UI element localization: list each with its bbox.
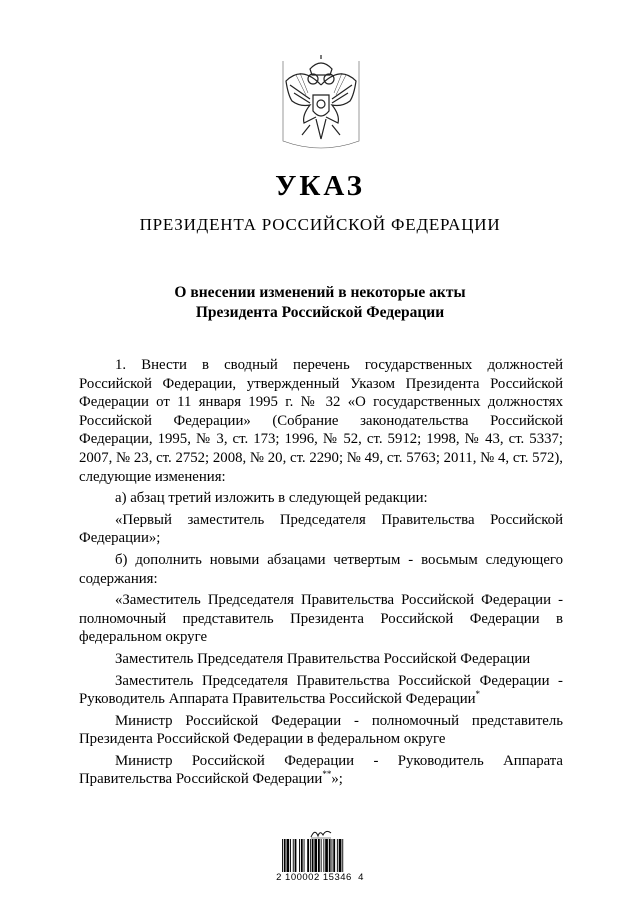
paragraph-3: «Первый заместитель Председателя Правительства Российской Федерации»; [79,511,563,547]
paragraph-9-end: »; [331,771,343,788]
barcode-bar [301,839,303,872]
barcode-bar [282,839,283,872]
barcode-bar [323,839,324,872]
barcode-bar [325,839,328,872]
paragraph-5: «Заместитель Председателя Правительства Российской Федерации - полномочный представитель Президента Российской Федерации в федеральном округе [79,592,563,646]
paragraph-4: б) дополнить новыми абзацами четвертым - восьмым следующего содержания: [79,551,563,587]
barcode-number: 2 100002 15346 4 [276,872,364,883]
barcode-bar [307,839,309,872]
barcode-bar [314,839,317,872]
barcode-bar [339,839,342,872]
handwritten-initials [309,826,333,840]
barcode-bar [293,839,294,872]
barcode-bar [318,839,320,872]
paragraph-7-text: Заместитель Председателя Правительства Российской Федерации - Руководитель Аппарата Правительства Российской Федерации [79,672,563,708]
heading-line-1: О внесении изменений в некоторые акты [174,284,466,301]
barcode-bar [287,839,290,872]
paragraph-1: 1. Внести в сводный перечень государственных должностей Российской Федерации, утвержденный Указом Президента Российской Федерации от 11 января 1995 г. № 32 «О государственных должностях Российской Федерации» (Собрание законодательства Российской Федерации, 1995, № 3, ст. 173; 1996, № 52, ст. 5912; 1998, № 43, ст. 5337; 2007, № 23, ст. 2752; 2008, № 20, ст. 2290; № 49, ст. 5763; 2011, № 4, ст. 572), следующие изменения: [79,357,563,485]
paragraph-7 [79,672,563,709]
paragraph-9-text: Министр Российской Федерации - Руководитель Аппарата Правительства Российской Федерации [79,752,563,788]
footnote-mark: ** [322,769,332,780]
barcode-bar [321,839,322,872]
decree-heading [0,283,640,323]
barcode-bar [310,839,311,872]
barcode-bar [337,839,338,872]
paragraph-6: Заместитель Председателя Правительства Российской Федерации [115,650,531,667]
barcode-bar [329,839,331,872]
barcode [281,839,365,873]
barcode-bar [312,839,314,872]
paragraph-8: Министр Российской Федерации - полномочный представитель Президента Российской Федерации в федеральном округе [79,712,563,748]
barcode-bar [284,839,286,872]
paragraph-2: а) абзац третий изложить в следующей редакции: [115,490,428,507]
paragraph-9 [79,752,563,789]
issuer-subtitle: ПРЕЗИДЕНТА РОССИЙСКОЙ ФЕДЕРАЦИИ [139,215,501,234]
barcode-bar [333,839,335,872]
heading-line-2: Президента Российской Федерации [195,304,445,321]
coat-of-arms-emblem [280,55,362,150]
barcode-bar [290,839,291,872]
barcode-bar [295,839,297,872]
barcode-bar [304,839,305,872]
decree-body [79,356,563,789]
barcode-bar [332,839,333,872]
footnote-mark: * [475,689,481,700]
barcode-bar [299,839,300,872]
barcode-bar [342,839,343,872]
document-title: УКАЗ [275,170,365,202]
